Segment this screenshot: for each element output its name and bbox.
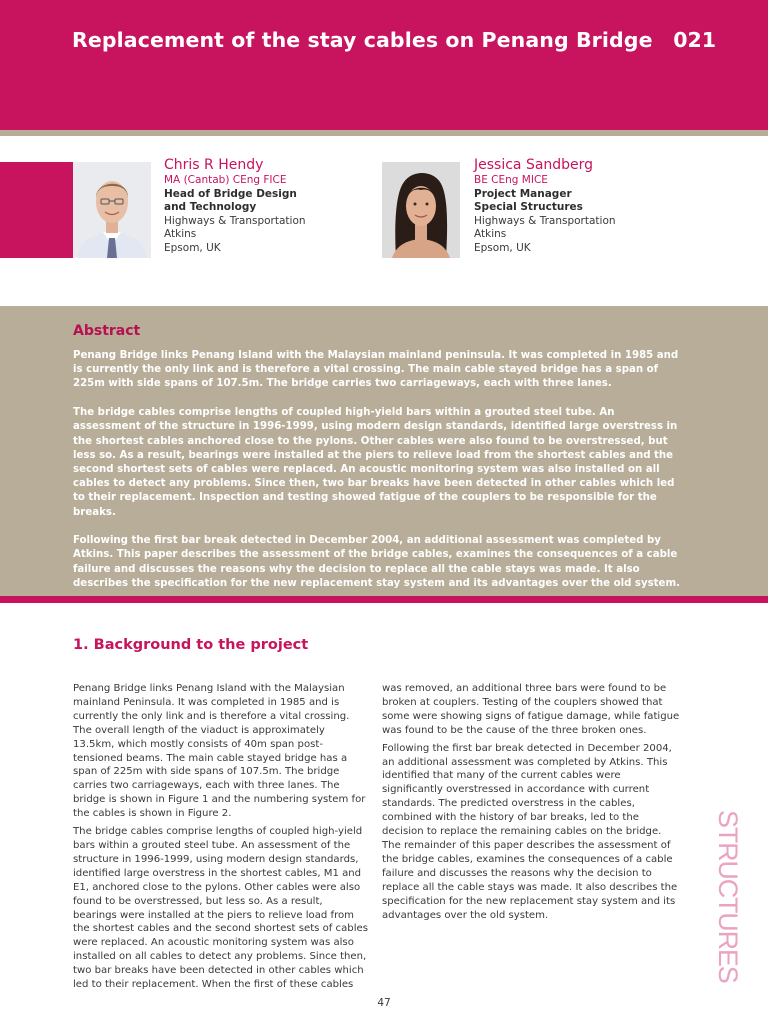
abstract-heading: Abstract — [73, 323, 141, 339]
body-paragraph: Following the first bar break detected in December 2004, an additional assessment was completed by Atkins. This identified that many of the current cables were significantly overstressed in accordance with current standards. The predicted overstress in the cables, combined with the history of bar breaks, led to the decision to replace the remaining cables on the bridge. The remainder of this paper describes the assessment of the bridge cables, examines the consequences of a cable failure and discusses the reasons why the decision to replace all the cable stays was made. It also describes the specification for the new replacement stay system and its advantages over the old system. — [382, 742, 678, 921]
section-heading: 1. Background to the project — [73, 637, 309, 653]
accent-block — [0, 162, 73, 258]
author-location: Epsom, UK — [164, 241, 221, 254]
body-paragraph: The bridge cables comprise lengths of coupled high-yield bars within a grouted steel tube. An assessment of the structure in 1996-1999, using modern design standards, identified large overstress in the shortest cables, M1 and E1, anchored close to the pylons. Other cables were also found to be overstressed, but less so. As a result, bearings were installed at the piers to relieve load from the shortest cables and the second shortest sets of cables were replaced. An acoustic monitoring system was also installed on all cables to detect any problems. Since then, two bar breaks have been detected in other cables which led to their replacement. When the first of these cables — [73, 826, 368, 991]
author-role: Project Manager — [474, 187, 572, 200]
author-role: and Technology — [164, 201, 257, 213]
author-name: Jessica Sandberg — [474, 157, 594, 173]
author-department: Highways & Transportation — [164, 214, 306, 227]
paper-number: 021 — [673, 28, 716, 52]
side-label-text: STRUCTURES — [713, 810, 743, 983]
author-role: Head of Bridge Design — [164, 187, 297, 200]
author-qualifications: MA (Cantab) CEng FICE — [164, 174, 287, 186]
abstract-paragraph: Following the first bar break detected in December 2004, an additional assessment was completed by Atkins. This paper describes the assessment of the bridge cables, examines the consequences of a cable failure and discusses the reasons why the decision to replace all the cable stays was made. It also describes the specification for the new replacement stay system and its advantages over the old system. — [73, 535, 680, 589]
body-paragraph: was removed, an additional three bars were found to be broken at couplers. Testing of the couplers showed that some were showing signs of fatigue damage, while fatigue was found to be the cause of the three broken ones. — [382, 683, 680, 736]
author-photo-hendy — [73, 162, 151, 258]
page-title: Replacement of the stay cables on Penang Bridge — [72, 28, 653, 52]
body-column-right — [382, 682, 682, 926]
header-divider — [0, 130, 768, 136]
page-number: 47 — [377, 997, 391, 1009]
author-location: Epsom, UK — [474, 241, 531, 254]
header-band — [0, 0, 768, 130]
author-company: Atkins — [474, 228, 507, 240]
author-department: Highways & Transportation — [474, 214, 616, 227]
abstract-paragraph: The bridge cables comprise lengths of coupled high-yield bars within a grouted steel tube. An assessment of the structure in 1996-1999, using modern design standards, identified large overstress in the shortest cables anchored close to the pylons. Other cables were also found to be overstressed, but less so. As a result, bearings were installed at the piers to relieve load from the shortest cables and the second shortest sets of cables were replaced. An acoustic monitoring system was also installed on all cables to detect any problems. Since then, two bar breaks have been detected in other cables which led to their replacement. Inspection and testing showed fatigue of the couplers to be responsible for the breaks. — [73, 407, 678, 518]
author-block-hendy — [164, 156, 306, 255]
author-qualifications: BE CEng MICE — [474, 174, 548, 186]
body-column-left — [73, 682, 369, 996]
author-company: Atkins — [164, 228, 197, 240]
section-side-label — [705, 810, 745, 983]
author-role: Special Structures — [474, 201, 583, 213]
abstract-body — [73, 349, 685, 606]
author-name: Chris R Hendy — [164, 157, 264, 173]
abstract-paragraph: Penang Bridge links Penang Island with the Malaysian mainland peninsula. It was completed in 1985 and is currently the only link and is therefore a vital crossing. The main cable stayed bridge has a span of 225m with side spans of 107.5m. The bridge carries two carriageways, each with three lanes. — [73, 350, 679, 390]
body-paragraph: Penang Bridge links Penang Island with the Malaysian mainland Peninsula. It was completed in 1985 and is currently the only link and is therefore a vital crossing. The overall length of the viaduct is approximately 13.5km, which mostly consists of 40m span post-tensioned beams. The main cable stayed bridge has a span of 225m with side spans of 107.5m. The bridge carries two carriageways, each with three lanes. The bridge is shown in Figure 1 and the numbering system for the cables is shown in Figure 2. — [73, 683, 366, 820]
author-photo-sandberg — [382, 162, 460, 258]
author-block-sandberg — [474, 156, 616, 255]
